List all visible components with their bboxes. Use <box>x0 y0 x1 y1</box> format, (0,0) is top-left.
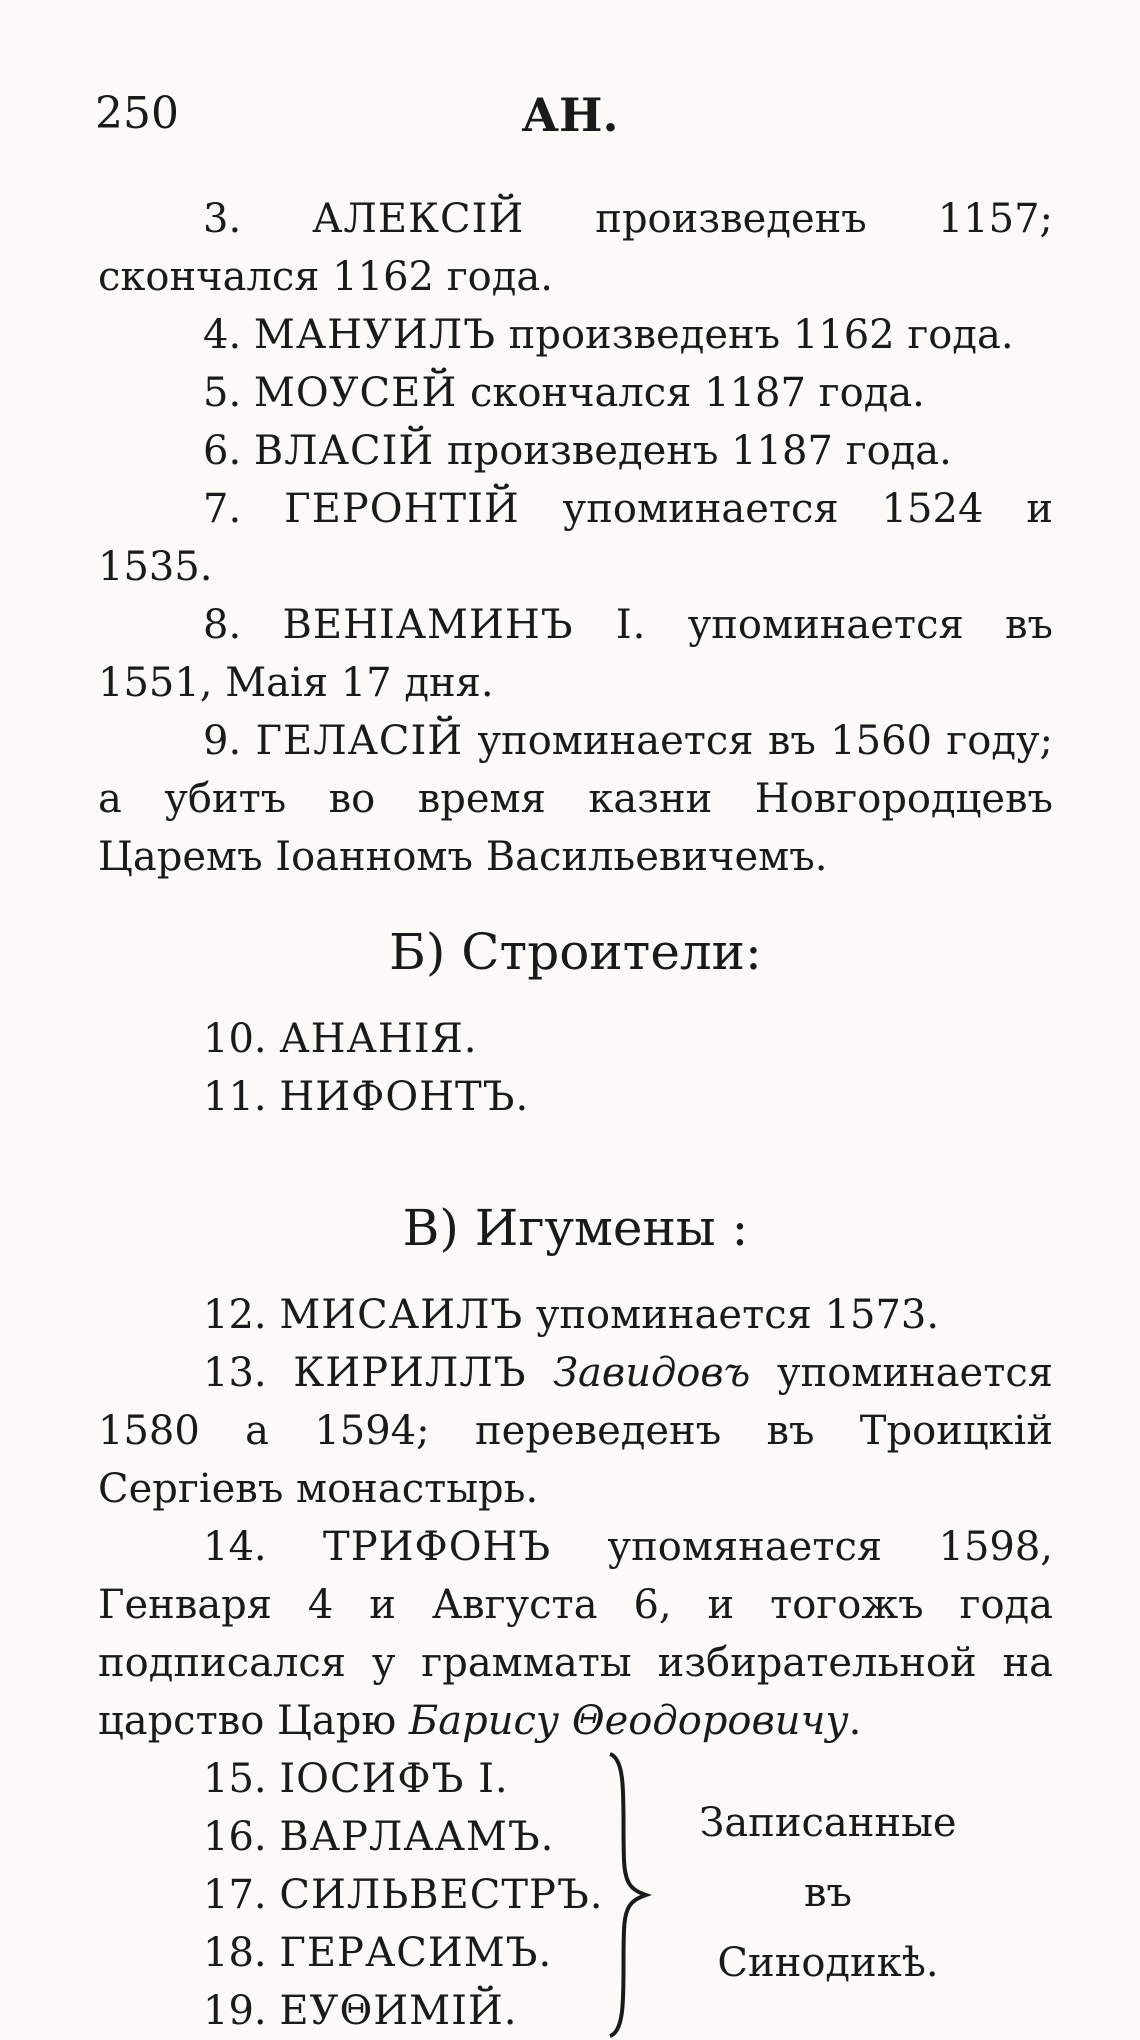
entry-11: 11. НИФОНТЪ. <box>203 1074 530 1120</box>
braced-list <box>203 1750 603 2040</box>
entry-7: 7. ГЕРОНТІЙ упоминается 1524 и 1535. <box>98 486 1053 590</box>
entry-6: 6. ВЛАСІЙ произведенъ 1187 года. <box>203 428 952 474</box>
section-heading-abbots: В) Игумены : <box>402 1199 749 1257</box>
entry-12: 12. МИСАИЛЪ упоминается 1573. <box>203 1292 940 1338</box>
entry-name: КИРИЛЛЪ <box>293 1350 527 1396</box>
entry-16: 16. ВАРЛААМЪ. <box>203 1814 555 1860</box>
entry-name: ГЕРОНТІЙ <box>284 486 520 532</box>
entry-name: МАНУИЛЪ <box>253 312 496 358</box>
brace-note: Записанные въ Синодикѣ. <box>699 1800 957 1986</box>
entry-name: МОУСЕЙ <box>253 370 458 416</box>
entry-name: ВЕНІАМИНЪ І. <box>282 602 647 648</box>
entry-4: 4. МАНУИЛЪ произведенъ 1162 года. <box>203 312 1014 358</box>
entry-14: 14. ТРИФОНЪ упомянается 1598, Генваря 4 и Августа 6, и тогожъ года подписался у грамматы избирательной на царство Царю Барису Θеодоровичу. <box>98 1524 1054 1744</box>
entry-name: НИФОНТЪ. <box>279 1074 530 1120</box>
entry-surname: Завидовъ <box>526 1350 751 1396</box>
entry-18: 18. ГЕРАСИМЪ. <box>203 1930 553 1976</box>
braced-list-block <box>98 1750 1053 2040</box>
entry-name: МИСАИЛЪ <box>279 1292 524 1338</box>
section-heading-builders: Б) Строители: <box>389 923 762 981</box>
entry-3: 3. АЛЕКСІЙ произведенъ 1157; скончался 1162 года. <box>98 196 1053 300</box>
page-text <box>98 190 1053 2040</box>
curly-brace <box>598 1750 658 2040</box>
page-header <box>95 88 1045 148</box>
entry-8: 8. ВЕНІАМИНЪ І. упоминается въ 1551, Маія 17 дня. <box>98 602 1053 706</box>
entry-name: ТРИФОНЪ <box>323 1524 552 1570</box>
entry-17: 17. СИЛЬВЕСТРЪ. <box>203 1872 604 1918</box>
page-number: 250 <box>95 88 179 139</box>
entry-19: 19. ЕУΘИМІЙ. <box>203 1988 518 2034</box>
entry-name: ВЛАСІЙ <box>253 428 435 474</box>
entry-name: АЛЕКСІЙ <box>312 196 525 242</box>
entry-name: АНАНІЯ. <box>279 1016 478 1062</box>
entry-10: 10. АНАНІЯ. <box>203 1016 478 1062</box>
entry-15: 15. ІОСИФЪ І. <box>203 1756 509 1802</box>
entry-name: ГЕЛАСІЙ <box>255 718 464 764</box>
tsar-name: Барису Θеодоровичу <box>408 1698 849 1744</box>
entry-13: 13. КИРИЛЛЪ Завидовъ упоминается 1580 а 1594; переведенъ въ Троицкій Сергіевъ монастырь. <box>98 1350 1053 1512</box>
entry-9: 9. ГЕЛАСІЙ упоминается въ 1560 году; а убитъ во время казни Новгородцевъ Царемъ Іоанномъ Васильевичемъ. <box>98 718 1053 880</box>
running-head: АН. <box>521 88 619 142</box>
entry-5: 5. МОУСЕЙ скончался 1187 года. <box>203 370 925 416</box>
